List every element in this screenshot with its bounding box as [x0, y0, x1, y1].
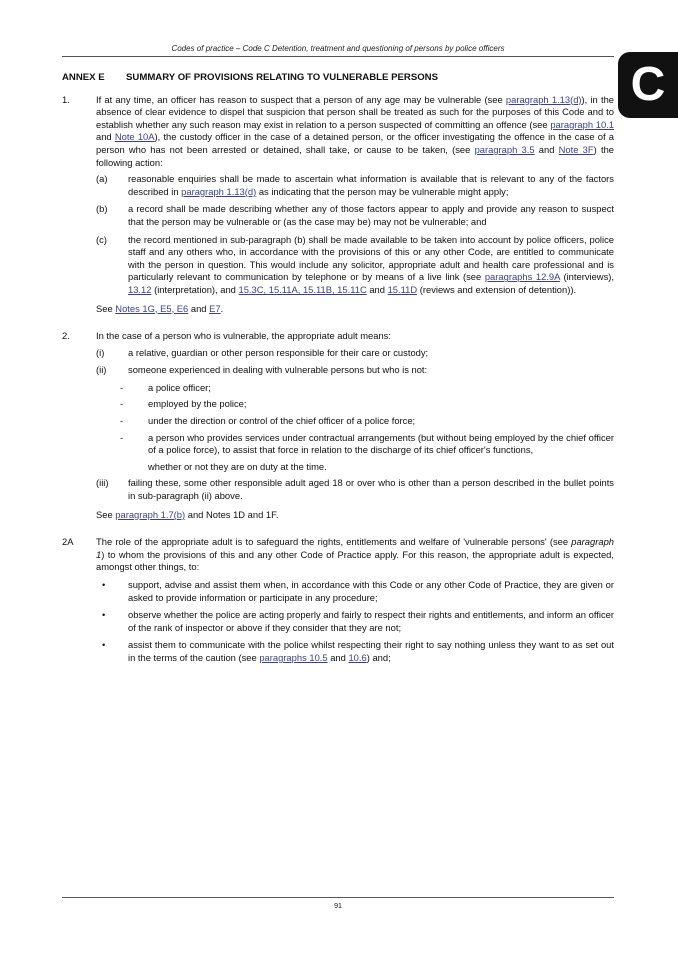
paragraph-body — [96, 536, 614, 669]
text: . — [220, 302, 224, 314]
bullet-icon: • — [102, 609, 106, 621]
paragraph-body — [96, 330, 614, 529]
annex-label: ANNEX E — [62, 72, 105, 83]
text: the record mentioned in sub-paragraph (b) shall be made available to be taken into account by police officers, police staff and any others who, in accordance with the provisions of this or any other Code, are entitled to communicate with the person in question. This would include any solicitor, appropriate adult and health care professional and is particularly relevant to communication by telephone or by means of a live link (see — [128, 233, 614, 283]
text: and — [327, 651, 349, 663]
page-number: 91 — [62, 897, 614, 910]
link-paragraph[interactable]: paragraph 1.13(d) — [505, 93, 582, 105]
text: See — [96, 302, 116, 314]
sub-item-a — [96, 173, 614, 198]
paragraph-number: 2A — [62, 536, 74, 548]
dash-item — [120, 432, 614, 457]
link-paragraph[interactable]: paragraph 1.7(b) — [115, 508, 186, 520]
sub-item-b — [96, 203, 614, 228]
bullet-item — [96, 579, 614, 604]
text: reasonable enquiries shall be made to ascertain what information is available that is relevant to any of the factors described in — [128, 173, 614, 197]
bullet-text: observe whether the police are acting properly and fairly to respect their rights and entitlements, and inform an officer of the rank of inspector or above if they consider that they are not; — [128, 609, 614, 633]
dash-marker: - — [120, 415, 124, 427]
sub-number: (b) — [96, 203, 108, 215]
link-paragraph[interactable]: 10.6 — [348, 651, 367, 663]
dash-marker: - — [120, 431, 124, 443]
page-content — [62, 72, 614, 677]
sub-item-i — [96, 347, 614, 360]
link-paragraph[interactable]: paragraph 1.13(d) — [181, 185, 257, 197]
paragraph-number: 1. — [62, 93, 70, 105]
bullet-text: support, advise and assist them when, in accordance with this Code or any other Code of Practice, they are given or asked to provide information or participate in any procedure; — [128, 579, 614, 603]
bullet-icon: • — [102, 579, 106, 590]
text: In the case of a person who is vulnerable, the appropriate adult means: — [96, 330, 391, 342]
sub-text — [128, 173, 614, 198]
dash-text: under the direction or control of the chief officer of a police force; — [148, 415, 416, 427]
bullet-item — [96, 609, 614, 634]
sub-item-iii — [96, 477, 614, 502]
dash-text: employed by the police; — [148, 398, 247, 410]
text: and Notes 1D and 1F. — [185, 508, 279, 520]
see-notes — [96, 509, 614, 522]
dash-marker: - — [120, 381, 124, 393]
text: and — [96, 131, 115, 143]
bullet-icon: • — [102, 639, 106, 651]
text: (reviews and extension of detention)). — [417, 283, 577, 295]
sub-number: (i) — [96, 346, 105, 358]
text: If at any time, an officer has reason to suspect that a person of any age may be vulnerable (see — [96, 93, 506, 105]
text: The role of the appropriate adult is to safeguard the rights, entitlements and welfare of 'vulnerable persons' (see — [96, 536, 572, 548]
sub-text — [128, 234, 614, 297]
text: ) the following action: — [96, 143, 614, 168]
link-paragraph[interactable]: paragraphs 10.5 — [259, 651, 328, 663]
dash-item — [120, 398, 614, 411]
paragraph-1 — [62, 94, 614, 324]
paragraph-2 — [62, 330, 614, 529]
text: ) and; — [366, 651, 391, 663]
link-note[interactable]: E7 — [209, 302, 221, 314]
sub-number: (a) — [96, 173, 108, 185]
text: assist them to communicate with the police whilst respecting their right to say nothing unless they want to as set out in the terms of the caution (see — [128, 639, 614, 663]
text: See — [96, 508, 116, 520]
dash-item — [120, 382, 614, 395]
text: (interviews), — [559, 271, 614, 283]
text: (interpretation), and — [151, 283, 239, 295]
sub-text: failing these, some other responsible adult aged 18 or over who is other than a person described in the bullet points in sub-paragraph (ii) above. — [128, 477, 614, 502]
bullet-item — [96, 639, 614, 664]
paragraph-number: 2. — [62, 330, 70, 342]
sub-number: (iii) — [96, 477, 109, 489]
dash-text: a police officer; — [148, 381, 211, 393]
paragraph-2a — [62, 536, 614, 669]
bullet-text — [128, 639, 614, 664]
text: ) to whom the provisions of this and any other Code of Practice apply. For this reason, the appropriate adult is expected, amongst other things, to: — [96, 548, 614, 573]
sub-number: (ii) — [96, 364, 107, 376]
dash-text: a person who provides services under contractual arrangements (but without being employed by the chief officer of a police force), to assist that force in relation to the discharge of its chief officer's functions, — [148, 431, 614, 456]
link-paragraph[interactable]: 15.11D — [387, 283, 418, 295]
text: ), the custody officer in the case of a detained person, or the officer investigating the offence in the case of a person who has not been arrested or detained, shall take, or cause to be taken, (see — [96, 131, 614, 155]
text: and — [188, 302, 210, 314]
sub-item-ii — [96, 364, 614, 377]
running-header: Codes of practice – Code C Detention, treatment and questioning of persons by police officers — [62, 44, 614, 57]
paragraph-intro — [96, 536, 614, 574]
emphasis: paragraph 1 — [96, 536, 614, 560]
sub-text: someone experienced in dealing with vulnerable persons but who is not: — [128, 364, 428, 376]
link-paragraph[interactable]: 13.12 — [128, 283, 152, 295]
link-paragraph[interactable]: paragraph 3.5 — [474, 143, 535, 155]
dash-continuation: whether or not they are on duty at the time. — [148, 460, 327, 472]
text: ), in the absence of clear evidence to dispel that suspicion that person shall be treated as such for the purposes of this Code and to establish whether any such reason may exist in relation to a person suspected of committing an offence (see — [96, 93, 615, 130]
dash-marker: - — [120, 398, 124, 410]
annex-heading — [62, 72, 614, 85]
sub-text: a relative, guardian or other person responsible for their care or custody; — [128, 346, 429, 358]
link-note[interactable]: Note 3F — [558, 143, 594, 155]
section-tab: C — [618, 52, 678, 118]
sub-number: (c) — [96, 233, 107, 245]
see-notes — [96, 303, 614, 316]
dash-item — [120, 415, 614, 428]
text: and — [366, 283, 388, 295]
sub-item-c — [96, 234, 614, 297]
link-note[interactable]: Notes 1G, E5, E6 — [115, 302, 189, 314]
link-note[interactable]: Note 10A — [114, 131, 155, 143]
link-paragraph[interactable]: paragraph 10.1 — [550, 118, 614, 130]
text: and — [534, 143, 559, 155]
text: as indicating that the person may be vulnerable might apply; — [256, 185, 509, 197]
sub-text: a record shall be made describing whether any of those factors appear to apply and provide any reason to suspect that the person may be vulnerable or (as the case may be) may not be vulnerable; and — [128, 203, 614, 227]
paragraph-body — [96, 94, 614, 324]
link-paragraph[interactable]: 15.3C, 15.11A, 15.11B, 15.11C — [238, 283, 367, 295]
annex-title: SUMMARY OF PROVISIONS RELATING TO VULNERABLE PERSONS — [126, 72, 439, 83]
link-paragraph[interactable]: paragraphs 12.9A — [484, 271, 560, 283]
